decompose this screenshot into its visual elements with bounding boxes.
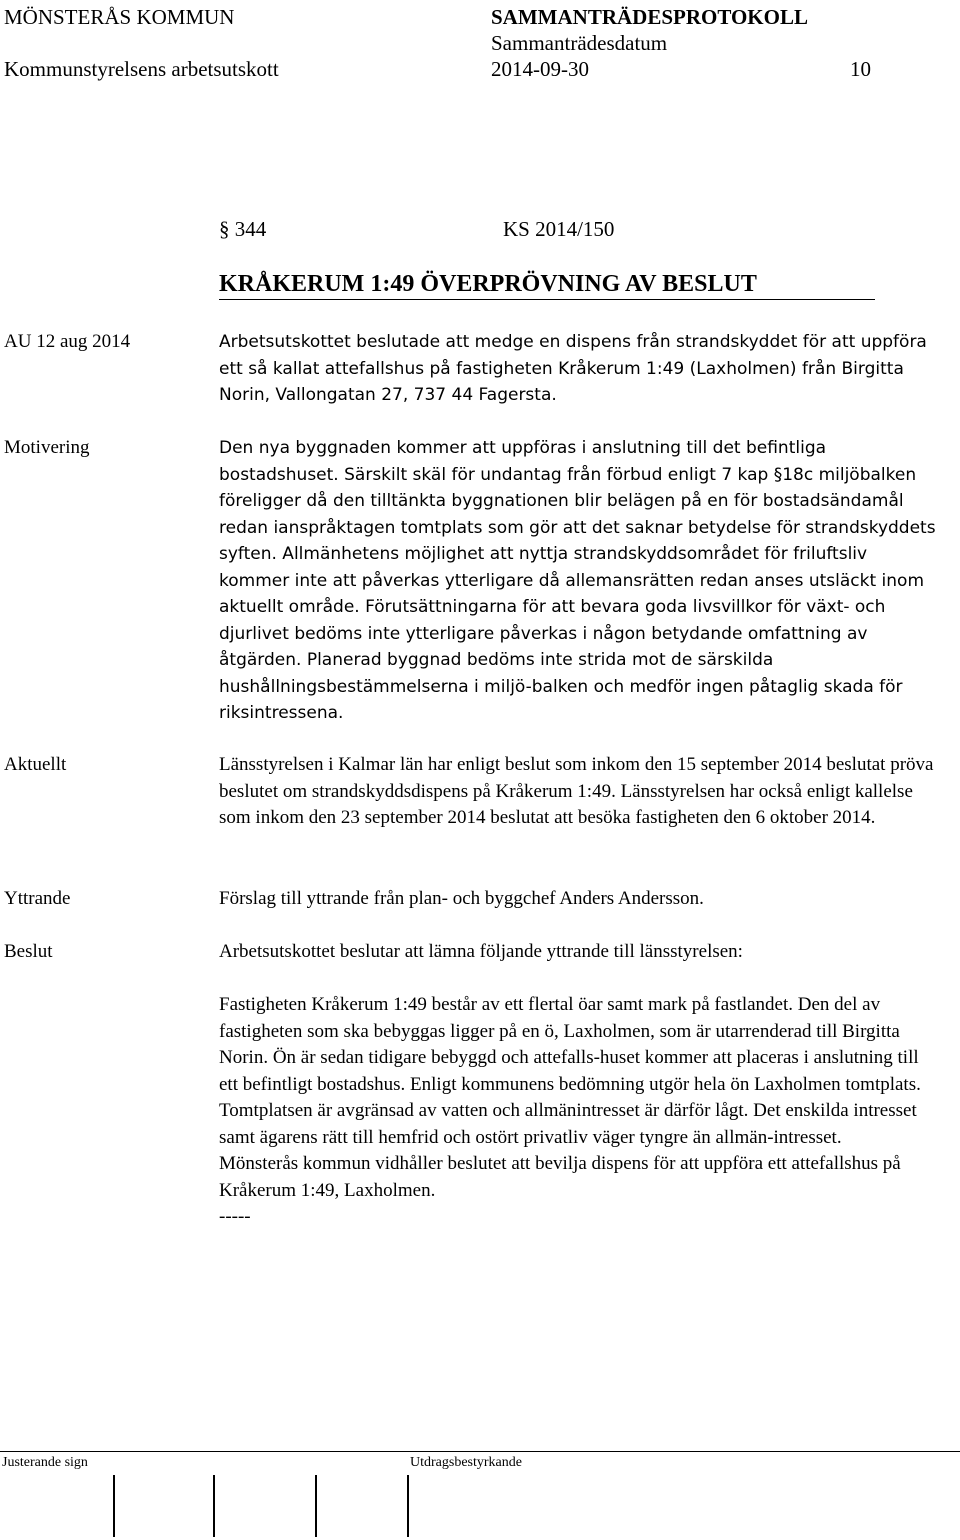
aktuellt-label: Aktuellt [4, 754, 67, 775]
committee-name: Kommunstyrelsens arbetsutskott [4, 57, 279, 81]
date-label: Sammanträdesdatum [491, 31, 668, 55]
meeting-date: 2014-09-30 [491, 57, 589, 81]
au-label: AU 12 aug 2014 [4, 331, 131, 352]
municipality-name: MÖNSTERÅS KOMMUN [4, 5, 235, 29]
signature-box-line-4 [407, 1475, 409, 1537]
sign-label: Justerande sign [2, 1455, 88, 1470]
document-type: SAMMANTRÄDESPROTOKOLL [491, 5, 808, 29]
beslut-label: Beslut [4, 941, 53, 962]
aktuellt-text: Länsstyrelsen i Kalmar län har enligt beslut som inkom den 15 september 2014 beslutat pröva beslutet om strandskyddsdispens på Kråkerum 1:49. Länsstyrelsen har också enligt kallelse som inkom den 23 september 2014 beslutat att besöka fastigheten den 6 oktober 2014. [219, 754, 934, 828]
yttrande-text: Förslag till yttrande från plan- och byggchef Anders Andersson. [219, 888, 704, 909]
yttrande-label: Yttrande [4, 888, 71, 909]
case-reference: KS 2014/150 [503, 217, 615, 241]
motivering-label: Motivering [4, 437, 90, 458]
case-title: KRÅKERUM 1:49 ÖVERPRÖVNING AV BESLUT [219, 271, 757, 297]
extract-label: Utdragsbestyrkande [410, 1455, 522, 1470]
signature-box-line-1 [113, 1475, 115, 1537]
beslut-text: Arbetsutskottet beslutar att lämna följande yttrande till länsstyrelsen: [219, 941, 743, 962]
section-number: § 344 [219, 217, 267, 241]
title-underline [219, 299, 875, 300]
footer-rule [0, 1451, 960, 1452]
motivering-text: Den nya byggnaden kommer att uppföras i anslutning till det befintliga bostadshuset. Särskilt skäl för undantag från förbud enligt 7 kap §18c miljöbalken föreligger då den tilltänkta byggnationen blir belägen på en för bostadsändamål redan ianspråktagen tomtplats som gör att det saknar betydelse för strandskyddets syften. Allmänhetens möjlighet att nyttja strandskyddsområdet för friluftsliv kommer inte att påverkas ytterligare då allemansrätten redan anses utsläckt inom aktuellt område. Förutsättningarna för att bevara goda livsvillkor för växt- och djurlivet bedöms inte ytterligare påverkas i någon betydande omfattning av åtgärden. Planerad byggnad bedöms inte strida mot de särskilda hushållningsbestämmelserna i miljö-balken och medför ingen påtaglig skada för riksintressena. [219, 438, 936, 723]
beslut-closing: Mönsterås kommun vidhåller beslutet att bevilja dispens för att uppföra ett attefallshus på Kråkerum 1:49, Laxholmen. [219, 1153, 901, 1201]
end-mark: ----- [219, 1206, 251, 1227]
signature-box-line-2 [213, 1475, 215, 1537]
page-number: 10 [850, 57, 871, 81]
au-text: Arbetsutskottet beslutade att medge en dispens från strandskyddet för att uppföra ett så kallat attefallshus på fastigheten Kråkerum 1:49 (Laxholmen) från Birgitta Norin, Vallongatan 27, 737 44 Fagersta. [219, 332, 927, 405]
beslut-statement: Fastigheten Kråkerum 1:49 består av ett flertal öar samt mark på fastlandet. Den del av fastigheten som ska bebyggas ligger på en ö, Laxholmen, som är utarrenderad till Birgitta Norin. Ön är sedan tidigare bebyggd och attefalls-huset kommer att placeras i anslutning till ett befintligt bostadshus. Enligt kommunens bedömning utgör hela ön Laxholmen tomtplats. Tomtplatsen är avgränsad av vatten och allmänintresset är därför lågt. Det enskilda intresset samt ägarens rätt till hemfrid och ostört privatliv väger tyngre än allmän-intresset. Mönsterås kommun vidhåller beslutet att bevilja dispens för att uppföra ett attefallshus på Kråkerum 1:49, Laxholmen. ----- [219, 992, 939, 1231]
signature-box-line-3 [315, 1475, 317, 1537]
